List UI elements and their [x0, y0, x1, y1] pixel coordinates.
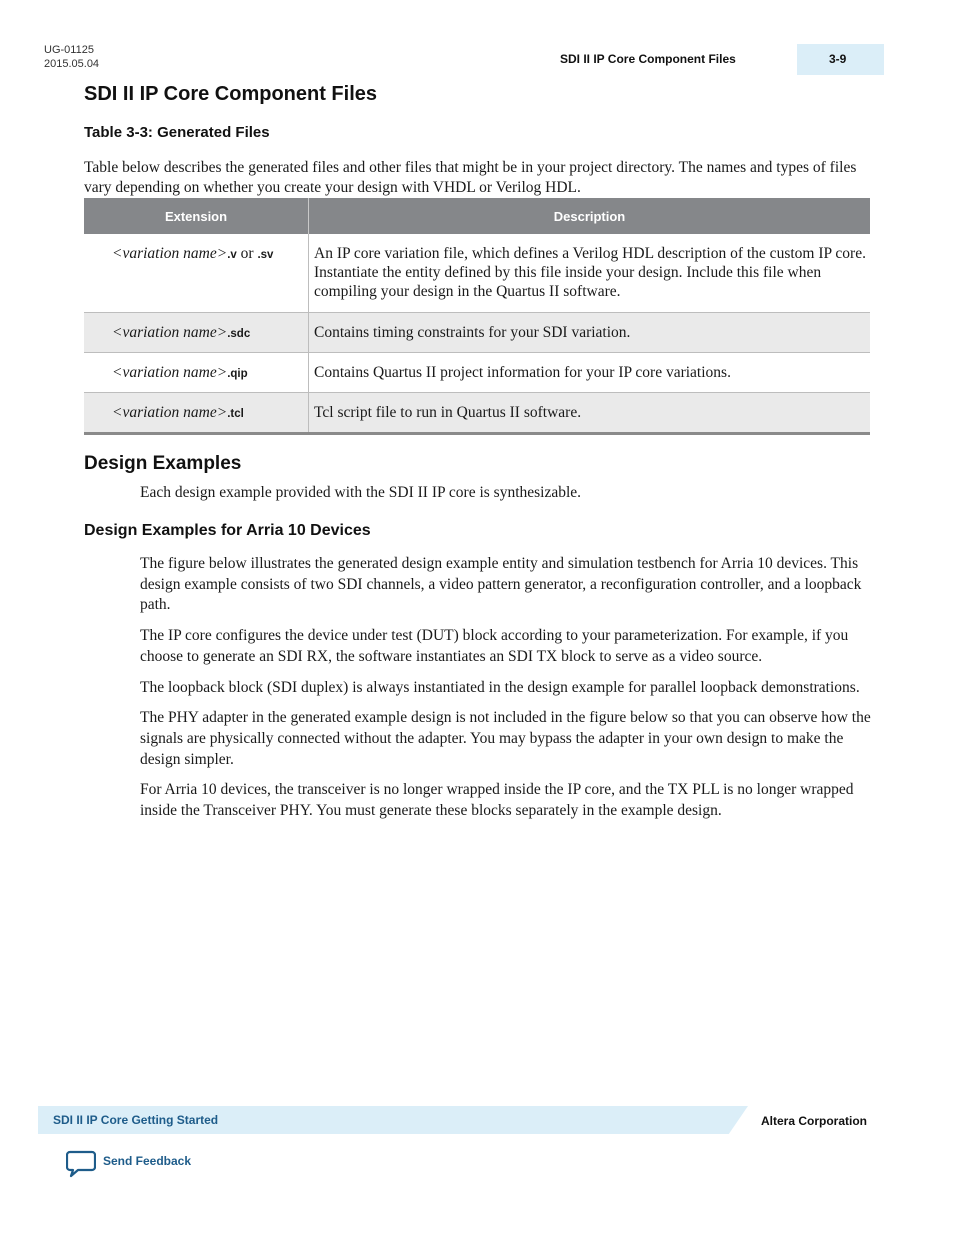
file-extension: .tcl	[227, 408, 244, 420]
extension-cell	[84, 313, 309, 353]
generated-files-table	[84, 198, 870, 435]
file-extension: .sv	[257, 249, 274, 261]
column-header-description: Description	[309, 198, 871, 234]
table-row	[84, 234, 870, 313]
paragraph: The IP core configures the device under test (DUT) block according to your parameterization. For example, if you choose to generate an SDI RX, the software instantiates an SDI TX block to serve as a video source.	[140, 627, 849, 665]
table-row	[84, 393, 870, 434]
table-intro: Table below describes the generated files and other files that might be in your project directory. The names and types of files vary depending on whether you create your design with VHDL or Verilog HDL.	[84, 159, 857, 196]
extension-cell	[84, 393, 309, 434]
doc-id-block	[44, 43, 99, 71]
table-caption: Table 3-3: Generated Files	[84, 124, 270, 141]
arria10-heading: Design Examples for Arria 10 Devices	[84, 522, 371, 539]
page-number: 3-9	[829, 52, 847, 66]
doc-date: 2015.05.04	[44, 58, 100, 70]
extension-cell	[84, 234, 309, 313]
description-cell: Tcl script file to run in Quartus II software.	[309, 393, 871, 434]
paragraph: For Arria 10 devices, the transceiver is no longer wrapped inside the IP core, and the TX PLL is no longer wrapped inside the Transceiver PHY. You must generate these blocks separately in the example design.	[140, 781, 854, 820]
variation-name: <variation name>	[112, 245, 228, 262]
footer-doc-title-link[interactable]: SDI II IP Core Getting Started	[53, 1113, 219, 1127]
table-row	[84, 353, 870, 393]
section-title: SDI II IP Core Component Files	[84, 83, 378, 105]
description-cell: An IP core variation file, which defines a Verilog HDL description of the custom IP core. Instantiate the entity defined by this file inside your design. Include this file when compiling your design in the Quartus II software.	[309, 234, 871, 313]
speech-bubble-icon[interactable]	[66, 1150, 96, 1183]
send-feedback-link[interactable]: Send Feedback	[103, 1154, 192, 1168]
page-number-tab	[797, 44, 884, 75]
design-examples-text: Each design example provided with the SDI II IP core is synthesizable.	[140, 484, 582, 501]
paragraph: The PHY adapter in the generated example design is not included in the figure below so that you can observe how the signals are physically connected without the adapter. You may bypass the adapter in your own design to make the design simpler.	[140, 709, 871, 768]
extension-cell	[84, 353, 309, 393]
variation-name: <variation name>	[112, 324, 228, 341]
table-row	[84, 313, 870, 353]
description-cell: Contains Quartus II project information for your IP core variations.	[309, 353, 871, 393]
file-extension: .qip	[227, 368, 248, 380]
running-header-title: SDI II IP Core Component Files	[560, 52, 736, 66]
or-text: or	[236, 245, 258, 262]
table-header-row	[84, 198, 870, 234]
variation-name: <variation name>	[112, 364, 228, 381]
variation-name: <variation name>	[112, 404, 228, 421]
paragraph: The figure below illustrates the generated design example entity and simulation testbench for Arria 10 devices. This design example consists of two SDI channels, a video pattern generator, a reconfiguration controller, and a loopback path.	[140, 555, 862, 614]
doc-id: UG-01125	[44, 44, 94, 56]
arria10-body	[140, 554, 872, 832]
file-extension: .v	[227, 249, 237, 261]
column-header-extension: Extension	[84, 198, 309, 234]
description-cell: Contains timing constraints for your SDI variation.	[309, 313, 871, 353]
paragraph: The loopback block (SDI duplex) is always instantiated in the design example for parallel loopback demonstrations.	[140, 678, 860, 696]
footer-company: Altera Corporation	[761, 1114, 868, 1128]
design-examples-heading: Design Examples	[84, 453, 242, 474]
file-extension: .sdc	[227, 328, 251, 340]
